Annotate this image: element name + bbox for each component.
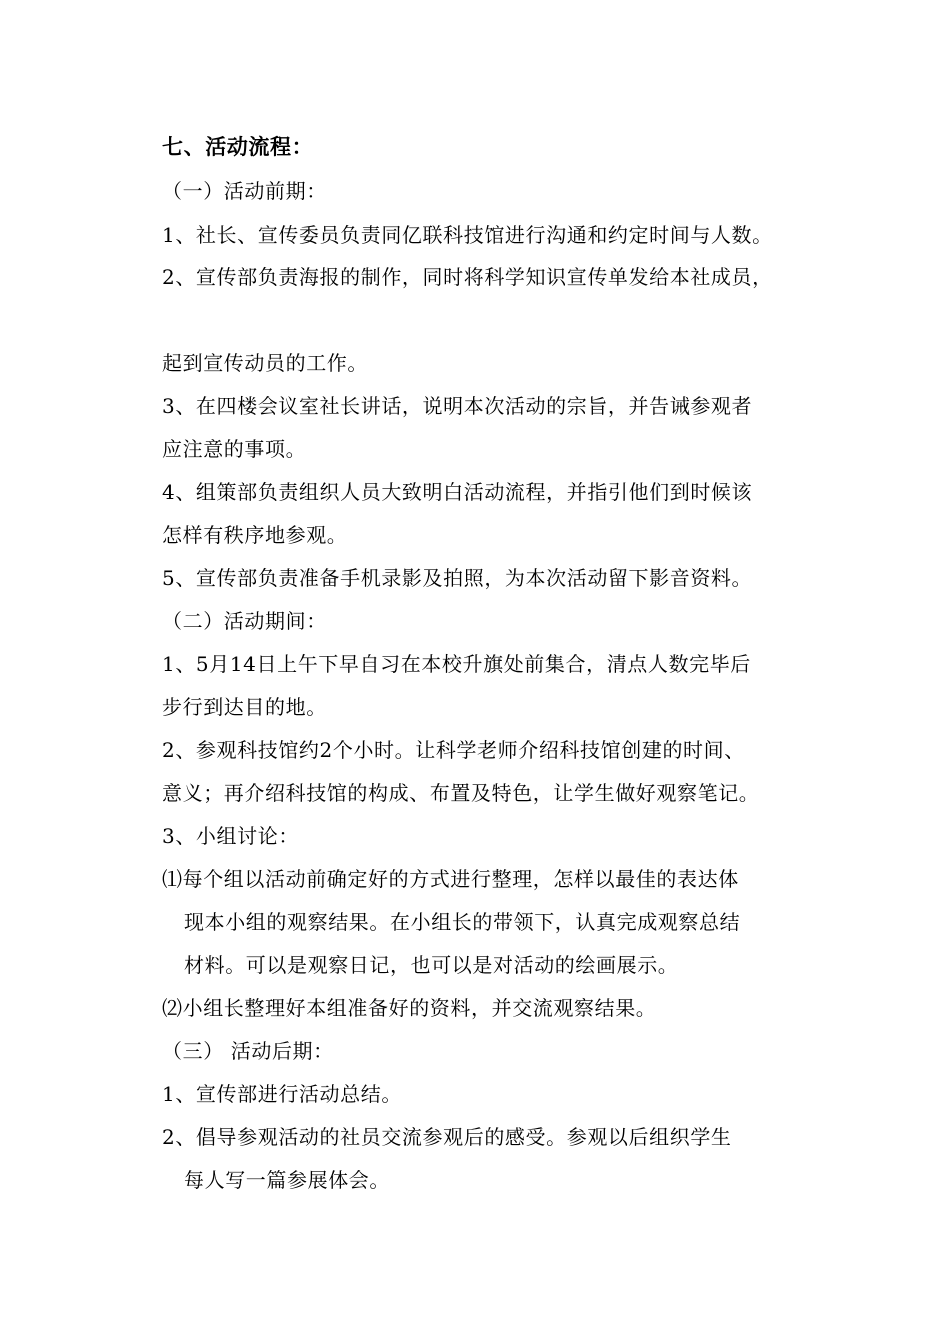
list-item-line: ⑵小组长整理好本组准备好的资料，并交流观察结果。	[162, 996, 657, 1020]
paragraph-line: 2、参观科技馆约2个小时。让科学老师介绍科技馆创建的时间、	[162, 738, 745, 762]
paragraph-line: 每人写一篇参展体会。	[184, 1168, 390, 1192]
subsection-heading-phase-1: （一）活动前期：	[162, 179, 327, 203]
paragraph-line: 1、宣传部进行活动总结。	[162, 1082, 402, 1106]
paragraph-line: 应注意的事项。	[162, 437, 307, 461]
paragraph-line: 意义；再介绍科技馆的构成、布置及特色，让学生做好观察笔记。	[162, 781, 760, 805]
paragraph-line: 2、倡导参观活动的社员交流参观后的感受。参观以后组织学生	[162, 1125, 732, 1149]
paragraph-line: 2、宣传部负责海报的制作，同时将科学知识宣传单发给本社成员，	[162, 265, 773, 289]
section-heading: 七、活动流程：	[162, 134, 314, 159]
subsection-heading-phase-3: （三） 活动后期：	[162, 1039, 334, 1063]
paragraph-line: 1、5月14日上午下早自习在本校升旗处前集合，清点人数完毕后	[162, 652, 751, 676]
paragraph-line: 3、小组讨论：	[162, 824, 299, 848]
paragraph-line: 4、组策部负责组织人员大致明白活动流程，并指引他们到时候该	[162, 480, 753, 504]
list-item-line: 现本小组的观察结果。在小组长的带领下，认真完成观察总结	[184, 910, 741, 934]
paragraph-line: 怎样有秩序地参观。	[162, 523, 348, 547]
paragraph-line: 步行到达目的地。	[162, 695, 327, 719]
paragraph-line: 5、宣传部负责准备手机录影及拍照，为本次活动留下影音资料。	[162, 566, 753, 590]
paragraph-line: 3、在四楼会议室社长讲话，说明本次活动的宗旨，并告诫参观者	[162, 394, 753, 418]
list-item-line: ⑴每个组以活动前确定好的方式进行整理，怎样以最佳的表达体	[162, 867, 739, 891]
paragraph-line: 1、社长、宣传委员负责同亿联科技馆进行沟通和约定时间与人数。	[162, 223, 773, 247]
subsection-heading-phase-2: （二）活动期间：	[162, 609, 327, 633]
paragraph-line: 起到宣传动员的工作。	[162, 351, 368, 375]
list-item-line: 材料。可以是观察日记，也可以是对活动的绘画展示。	[184, 953, 679, 977]
